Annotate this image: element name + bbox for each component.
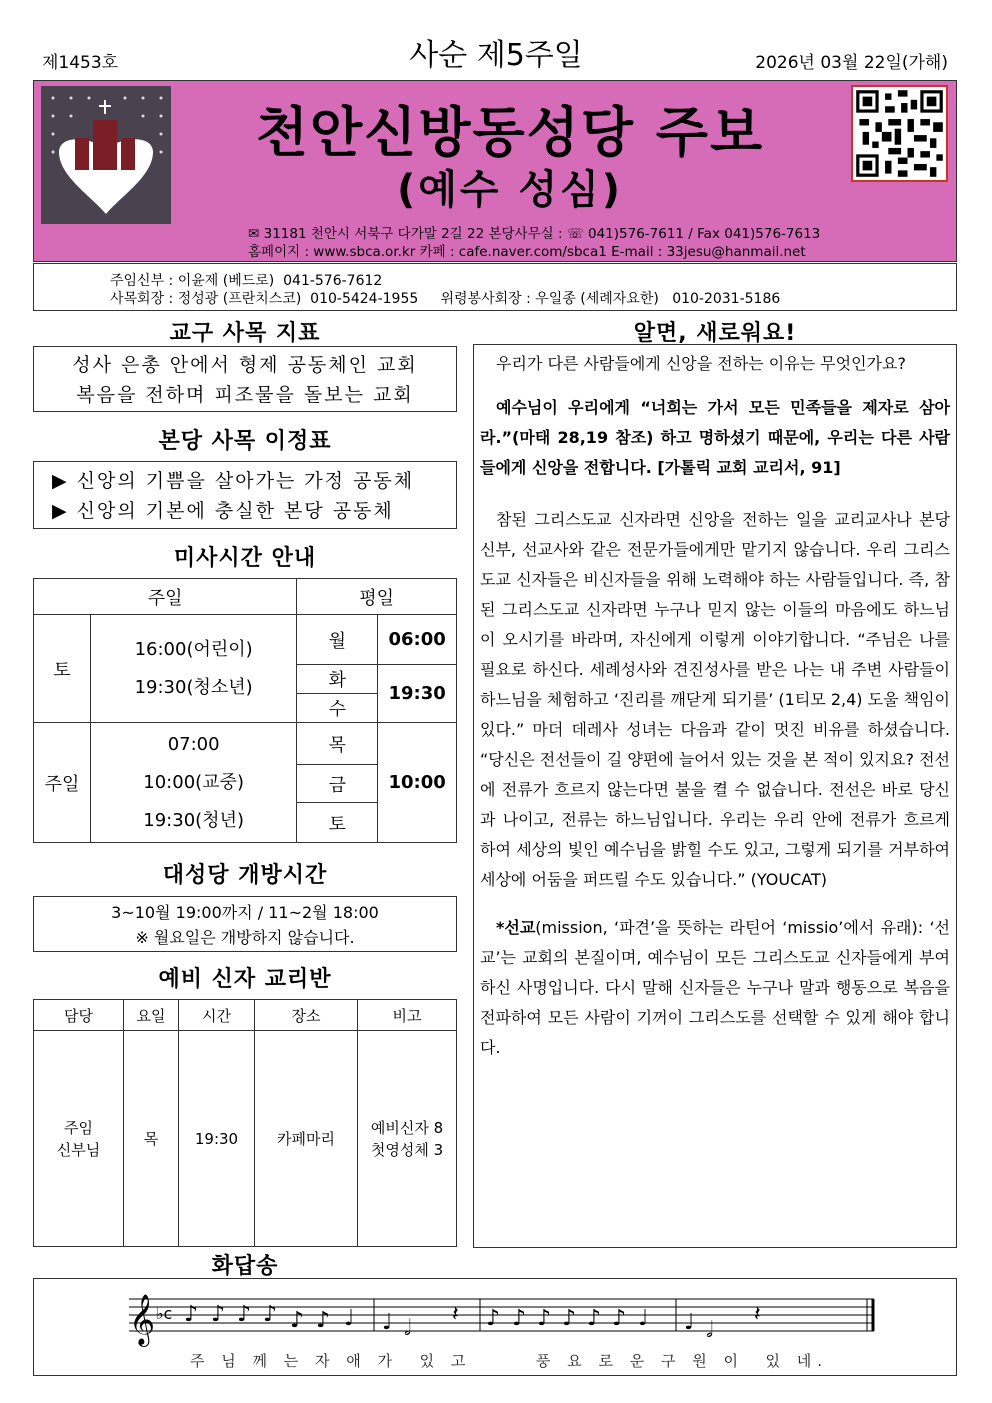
- weekday-header: 평일: [297, 579, 457, 615]
- church-open-note: ※ 월요일은 개방하지 않습니다.: [135, 928, 355, 947]
- svg-text:𝅗𝅥: 𝅗𝅥: [404, 1316, 411, 1341]
- svg-text:♪: ♪: [587, 1306, 602, 1331]
- liturgical-season: 사순 제5주일: [409, 38, 583, 73]
- svg-text:♪: ♪: [537, 1306, 552, 1331]
- svg-text:𝄽: 𝄽: [754, 1302, 761, 1327]
- svg-text:𝄞: 𝄞: [129, 1294, 156, 1345]
- mass-times-table: [33, 578, 457, 843]
- mass-times-heading: 미사시간 안내: [173, 546, 317, 571]
- article-box: [473, 344, 957, 1248]
- svg-text:♩: ♩: [638, 1306, 649, 1331]
- svg-text:♪: ♪: [612, 1306, 627, 1331]
- diocese-goal-1: 성사 은총 안에서 형제 공동체인 교회: [72, 354, 418, 376]
- bulletin-date: 2026년 03월 22일(가해): [755, 53, 948, 73]
- article-heading: 알면, 새로워요!: [633, 321, 797, 346]
- svg-text:♪: ♪: [184, 1302, 199, 1327]
- sacred-heart-icon: [41, 86, 171, 224]
- sunday-label: 주일: [34, 723, 91, 843]
- parish-milestone-1: ▶ 신앙의 기쁨을 살아가는 가정 공동체: [52, 470, 415, 492]
- thufrisat-time: 10:00: [378, 723, 457, 843]
- qr-code-icon[interactable]: [851, 85, 948, 182]
- thursday-label: 목: [297, 723, 378, 765]
- saturday-times: 16:00(어린이) 19:30(청소년): [91, 615, 297, 723]
- parish-milestones-heading: 본당 사목 이정표: [158, 429, 332, 454]
- article-note-term: *선교: [496, 918, 536, 937]
- church-open-box: [33, 896, 457, 952]
- diocese-goals-box: [33, 346, 457, 412]
- bulletin-subtitle: (예수 성심): [396, 167, 624, 213]
- article-note: [480, 913, 950, 1063]
- catechumen-table: [33, 999, 457, 1247]
- council-line: 사목회장 : 정성광 (프란치스코) 010-5424-1955 위령봉사회장 : 우일종 (세례자요한) 010-2031-5186: [110, 291, 781, 307]
- svg-text:♪: ♪: [290, 1308, 305, 1333]
- issue-number: 제1453호: [42, 53, 119, 73]
- parish-milestones-box: [33, 461, 457, 529]
- web-line[interactable]: 홈페이지 : www.sbca.or.kr 카페 : cafe.naver.com/sbca1 E-mail : 33jesu@hanmail.net: [248, 244, 806, 260]
- cell-note: 예비신자 8 첫영성체 3: [358, 1031, 457, 1247]
- col-note: 비고: [358, 1000, 457, 1031]
- article-note-body: (mission, ‘파견’을 뜻하는 라틴어 ‘missio’에서 유래): ‘선교’는 교회의 본질이며, 예수님이 모든 그리스도교 신자들에게 부여하신 사명입니다. 다시 말해 신자들은 누구나 말과 행동으로 복음을 전파하여 모든 사람이 기꺼이 그리스도를 선택할 수 있게 해야 합니다.: [480, 918, 950, 1057]
- col-teacher: 담당: [34, 1000, 124, 1031]
- envelope-icon: ✉: [248, 226, 260, 242]
- article-answer: 예수님이 우리에게 “너희는 가서 모든 민족들을 제자로 삼아라.”(마태 28,19 참조) 하고 명하셨기 때문에, 우리는 다른 사람들에게 신앙을 전합니다. [가톨릭 교회 교리서, 91]: [480, 398, 950, 477]
- parish-logo: [41, 86, 171, 224]
- saturday-weekday-label: 토: [297, 803, 378, 843]
- col-place: 장소: [255, 1000, 358, 1031]
- col-time: 시간: [179, 1000, 255, 1031]
- cell-day: 목: [124, 1031, 179, 1247]
- svg-text:♭c: ♭c: [156, 1304, 173, 1323]
- tuesday-label: 화: [297, 665, 378, 694]
- svg-text:♩: ♩: [684, 1310, 695, 1335]
- svg-text:♪: ♪: [263, 1302, 278, 1327]
- cell-place: 카페마리: [255, 1031, 358, 1247]
- monday-label: 월: [297, 615, 378, 665]
- wednesday-label: 수: [297, 694, 378, 723]
- staff-info-box: [33, 263, 957, 311]
- svg-text:𝄽: 𝄽: [452, 1302, 459, 1327]
- diocese-goals-heading: 교구 사목 지표: [169, 321, 321, 346]
- church-open-heading: 대성당 개방시간: [162, 863, 328, 888]
- article-body: 참된 그리스도교 신자라면 신앙을 전하는 일을 교리교사나 본당 신부, 선교사와 같은 전문가들에게만 맡기지 않습니다. 우리 그리스도교 신자들은 비신자들을 위해 노력해야 하는 사람들입니다. 즉, 참된 그리스도교 신자라면 누구나 믿지 않는 이들의 마음에도 하느님이 오시기를 바라며, 자신에게 이렇게 이야기합니다. “주님은 나를 필요로 하신다. 세례성사와 견진성사를 받은 나는 내 주변 사람들이 하느님을 체험하고 ‘진리를 깨닫게 되기를’ (1티모 2,4) 도울 책임이 있다.” 마더 데레사 성녀는 다음과 같이 멋진 비유를 하셨습니다. “당신은 전선들이 길 양편에 늘어서 있는 것을 본 적이 있지요? 전선에 전류가 흐르지 않는다면 불을 켤 수 없습니다. 전선은 바로 당신과 나이고, 전류는 하느님입니다. 우리는 우리 안에 전류가 흐르게 하여 세상의 빛인 예수님을 밝힐 수도 있고, 그렇게 되기를 거부하여 세상에 어둠을 퍼뜨릴 수도 있습니다.” (YOUCAT): [480, 510, 950, 889]
- svg-text:𝅗𝅥: 𝅗𝅥: [706, 1318, 713, 1343]
- svg-text:♩: ♩: [344, 1306, 355, 1331]
- tuewed-time: 19:30: [378, 665, 457, 723]
- cell-teacher: 주임 신부님: [34, 1031, 124, 1247]
- bulletin-title: 천안신방동성당 주보: [255, 101, 765, 164]
- svg-text:♪: ♪: [237, 1302, 252, 1327]
- parish-milestone-2: ▶ 신앙의 기본에 충실한 본당 공동체: [52, 500, 394, 522]
- svg-text:♪: ♪: [512, 1306, 527, 1331]
- svg-text:♪: ♪: [316, 1308, 331, 1333]
- svg-text:♪: ♪: [562, 1306, 577, 1331]
- diocese-goal-2: 복음을 전하며 피조물을 돌보는 교회: [76, 384, 414, 406]
- psalm-lyrics: 주 님 께 는 자 애 가 있 고 풍 요 로 운 구 원 이 있 네.: [190, 1352, 829, 1370]
- sunday-times: 07:00 10:00(교중) 19:30(청년): [91, 723, 297, 843]
- svg-text:♩: ♩: [382, 1310, 393, 1335]
- svg-text:♪: ♪: [211, 1302, 226, 1327]
- col-day: 요일: [124, 1000, 179, 1031]
- catechumen-heading: 예비 신자 교리반: [158, 967, 332, 992]
- cell-time: 19:30: [179, 1031, 255, 1247]
- monday-time: 06:00: [378, 615, 457, 665]
- address-line: ✉ 31181 천안시 서북구 다가말 2길 22 본당사무실 : ☏ 041)576-7611 / Fax 041)576-7613: [248, 226, 821, 242]
- pastor-line: 주임신부 : 이윤제 (베드로) 041-576-7612: [110, 273, 383, 289]
- svg-text:♪: ♪: [486, 1306, 501, 1331]
- friday-label: 금: [297, 765, 378, 803]
- sunday-header: 주일: [34, 579, 297, 615]
- church-open-hours: 3~10월 19:00까지 / 11~2월 18:00: [111, 903, 379, 922]
- article-question: 우리가 다른 사람들에게 신앙을 전하는 이유는 무엇인가요?: [496, 354, 906, 373]
- psalm-heading: 화답송: [211, 1254, 279, 1279]
- saturday-label: 토: [34, 615, 91, 723]
